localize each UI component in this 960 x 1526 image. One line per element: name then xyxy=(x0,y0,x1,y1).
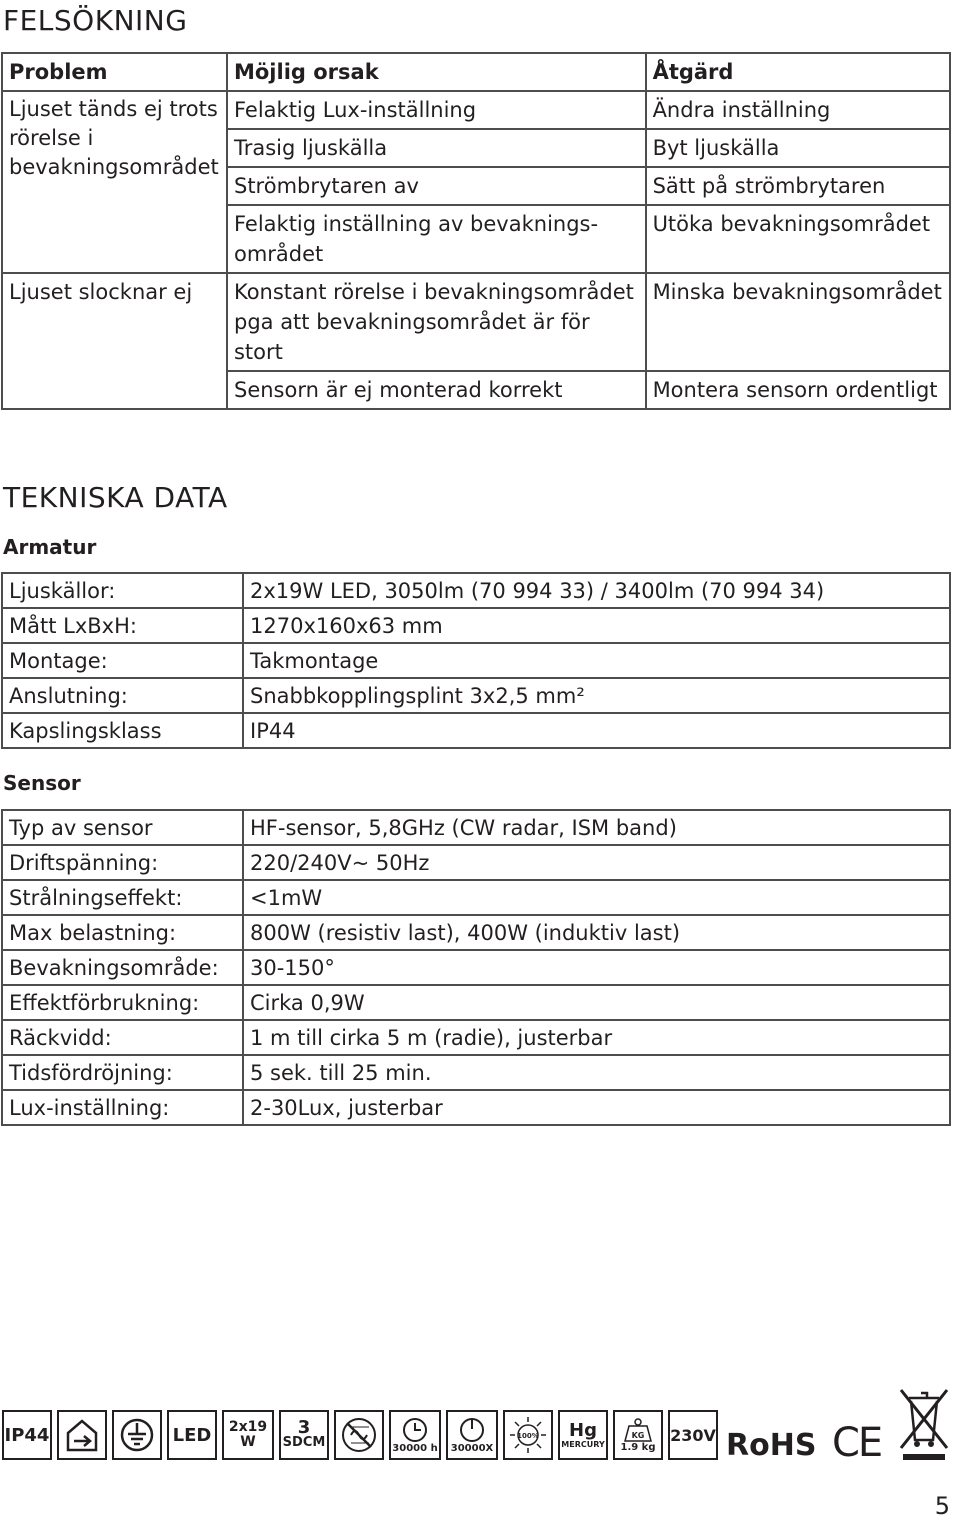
spec-value: <1mW xyxy=(243,880,950,915)
action-cell: Minska bevakningsområdet xyxy=(646,273,950,371)
spec-key: Räckvidd: xyxy=(2,1020,243,1055)
table-row xyxy=(2,713,950,748)
action-cell: Montera sensorn ordentligt xyxy=(646,371,950,409)
table-row xyxy=(2,678,950,713)
mercury-symbol: Hg xyxy=(569,1419,597,1441)
troubleshooting-title: FELSÖKNING xyxy=(3,4,188,37)
cause-cell: Konstant rörelse i bevakningsområdet pga att bevakningsområdet är för stort xyxy=(227,273,646,371)
table-row xyxy=(2,810,950,845)
spec-key: Anslutning: xyxy=(2,678,243,713)
action-cell: Byt ljuskälla xyxy=(646,129,950,167)
spec-value: 800W (resistiv last), 400W (induktiv last) xyxy=(243,915,950,950)
no-mercury-icon xyxy=(558,1410,608,1460)
ip-rating-label: IP44 xyxy=(4,1424,50,1446)
certification-icons xyxy=(0,1410,960,1466)
troubleshooting-table xyxy=(1,52,951,410)
header-action: Åtgärd xyxy=(646,53,950,91)
spec-key: Strålningseffekt: xyxy=(2,880,243,915)
spec-key: Driftspänning: xyxy=(2,845,243,880)
wattage-line2: W xyxy=(240,1434,256,1450)
table-row xyxy=(2,845,950,880)
spec-value: 1270x160x63 mm xyxy=(243,608,950,643)
problem-cell: Ljuset tänds ej trots rörelse i bevakningsområdet xyxy=(2,91,227,273)
lifetime-hours: 30000 h xyxy=(392,1442,438,1454)
lifetime-icon xyxy=(389,1410,441,1460)
spec-key: Mått LxBxH: xyxy=(2,608,243,643)
led-label: LED xyxy=(172,1424,212,1446)
spec-value: Takmontage xyxy=(243,643,950,678)
led-icon xyxy=(167,1410,217,1460)
table-header-row xyxy=(2,53,950,91)
cause-cell: Felaktig inställning av bevaknings-området xyxy=(227,205,646,273)
page-number: 5 xyxy=(934,1492,950,1520)
problem-cell: Ljuset slocknar ej xyxy=(2,273,227,409)
table-row xyxy=(2,643,950,678)
spec-value: 5 sek. till 25 min. xyxy=(243,1055,950,1090)
switch-cycles-count: 30000X xyxy=(450,1442,494,1454)
header-cause: Möjlig orsak xyxy=(227,53,646,91)
table-row xyxy=(2,880,950,915)
spec-value: Snabbkopplingsplint 3x2,5 mm² xyxy=(243,678,950,713)
spec-value: 1 m till cirka 5 m (radie), justerbar xyxy=(243,1020,950,1055)
sdcm-label: SDCM xyxy=(282,1435,326,1450)
spec-key: Bevakningsområde: xyxy=(2,950,243,985)
no-halogen-icon xyxy=(334,1410,384,1460)
table-row xyxy=(2,1055,950,1090)
weight-icon xyxy=(613,1410,663,1460)
ce-icon: CE xyxy=(832,1420,882,1466)
cause-cell: Trasig ljuskälla xyxy=(227,129,646,167)
table-row xyxy=(2,91,950,129)
indoor-use-icon xyxy=(57,1410,107,1460)
weee-bin-icon xyxy=(893,1382,955,1466)
rohs-icon: RoHS xyxy=(726,1428,817,1463)
table-row xyxy=(2,950,950,985)
spec-value: IP44 xyxy=(243,713,950,748)
spec-key: Tidsfördröjning: xyxy=(2,1055,243,1090)
spec-value: 220/240V~ 50Hz xyxy=(243,845,950,880)
action-cell: Ändra inställning xyxy=(646,91,950,129)
spec-value: 2x19W LED, 3050lm (70 994 33) / 3400lm (70 994 34) xyxy=(243,573,950,608)
table-row xyxy=(2,1020,950,1055)
instant-full-light-icon xyxy=(503,1410,553,1460)
wattage-line1: 2x19 xyxy=(228,1419,268,1435)
spec-key: Kapslingsklass xyxy=(2,713,243,748)
sdcm-value: 3 xyxy=(297,1417,311,1438)
ip-rating-icon xyxy=(2,1410,52,1460)
table-row xyxy=(2,985,950,1020)
spec-key: Ljuskällor: xyxy=(2,573,243,608)
spec-value: Cirka 0,9W xyxy=(243,985,950,1020)
table-row xyxy=(2,273,950,371)
technical-data-title: TEKNISKA DATA xyxy=(3,481,228,514)
cause-cell: Sensorn är ej monterad korrekt xyxy=(227,371,646,409)
spec-key: Effektförbrukning: xyxy=(2,985,243,1020)
wattage-icon xyxy=(222,1410,274,1460)
table-row xyxy=(2,915,950,950)
voltage-label: 230V xyxy=(670,1425,716,1445)
spec-value: HF-sensor, 5,8GHz (CW radar, ISM band) xyxy=(243,810,950,845)
table-row xyxy=(2,1090,950,1125)
instant-light-percent: 100% xyxy=(517,1432,539,1440)
mercury-label: MERCURY xyxy=(561,1439,605,1449)
table-row xyxy=(2,608,950,643)
spec-key: Max belastning: xyxy=(2,915,243,950)
sensor-table xyxy=(1,809,951,1126)
earth-icon xyxy=(112,1410,162,1460)
switch-cycles-icon xyxy=(446,1410,498,1460)
cause-cell: Strömbrytaren av xyxy=(227,167,646,205)
weight-value: 1.9 kg xyxy=(620,1441,656,1453)
spec-key: Montage: xyxy=(2,643,243,678)
armatur-table xyxy=(1,572,951,749)
spec-key: Typ av sensor xyxy=(2,810,243,845)
spec-value: 30-150° xyxy=(243,950,950,985)
spec-key: Lux-inställning: xyxy=(2,1090,243,1125)
action-cell: Utöka bevakningsområdet xyxy=(646,205,950,273)
sdcm-icon xyxy=(279,1410,329,1460)
cause-cell: Felaktig Lux-inställning xyxy=(227,91,646,129)
armatur-heading: Armatur xyxy=(3,535,97,559)
sensor-heading: Sensor xyxy=(3,771,81,795)
voltage-icon xyxy=(668,1410,718,1460)
action-cell: Sätt på strömbrytaren xyxy=(646,167,950,205)
spec-value: 2-30Lux, justerbar xyxy=(243,1090,950,1125)
header-problem: Problem xyxy=(2,53,227,91)
weight-unit: KG xyxy=(631,1430,645,1440)
table-row xyxy=(2,573,950,608)
